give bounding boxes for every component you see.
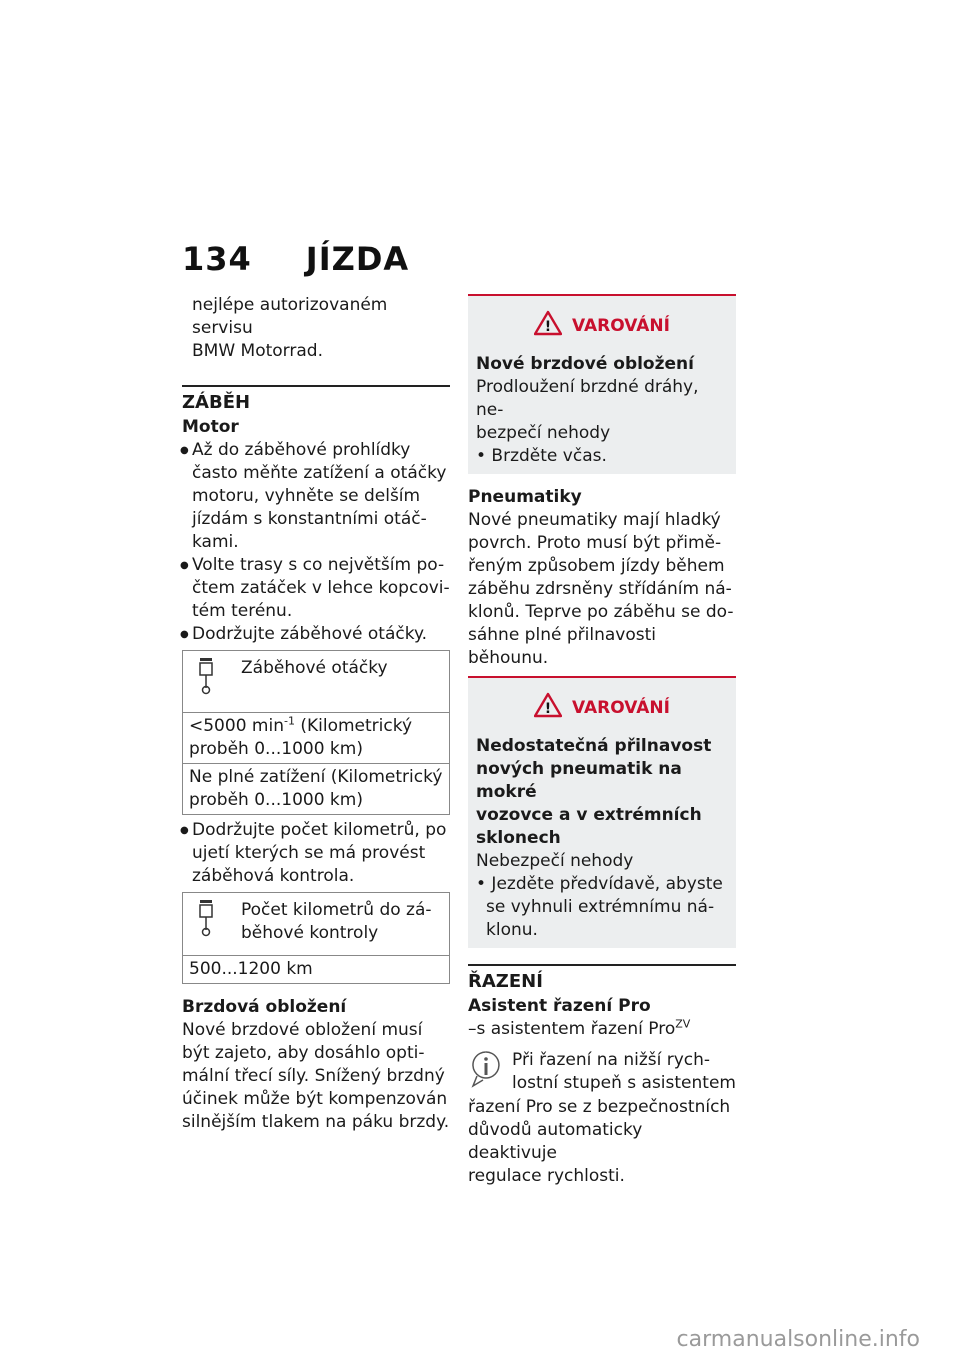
info-note <box>468 1049 736 1096</box>
left-column <box>182 294 450 1134</box>
subhead-assist: Asistent řazení Pro <box>468 996 651 1016</box>
warning-title: Nové brzdové obložení <box>476 354 694 374</box>
warning-icon <box>534 310 562 343</box>
warning-icon <box>534 692 562 725</box>
warning-box-brake <box>468 294 736 474</box>
piston-icon <box>197 657 233 702</box>
paragraph-line: řeným způsobem jízdy během <box>468 556 725 576</box>
paragraph-line: klonů. Teprve po záběhu se do- <box>468 602 734 622</box>
intro-line: BMW Motorrad. <box>192 341 323 361</box>
paragraph-line: Nové pneumatiky mají hladký <box>468 510 721 530</box>
spec-title: Počet kilometrů do zá- běhové kontroly <box>241 900 432 943</box>
piston-icon <box>197 899 233 944</box>
paragraph-line: záběhu zdrsněny střídáním ná- <box>468 579 732 599</box>
spec-box-rpm <box>182 650 450 815</box>
svg-text:!: ! <box>544 701 552 717</box>
spec-title: Záběhové otáčky <box>241 658 388 678</box>
spec-row: 500...1200 km <box>189 959 313 979</box>
note-line: důvodů automaticky deaktivuje <box>468 1120 643 1163</box>
spec-row: Ne plné zatížení (Kilometrický proběh 0...1000 km) <box>189 767 443 810</box>
spec-box-km <box>182 892 450 984</box>
warning-line: Prodloužení brzdné dráhy, ne- <box>476 377 699 420</box>
paragraph-line: Nové brzdové obložení musí <box>182 1020 423 1040</box>
subhead-brake: Brzdová obložení <box>182 997 347 1017</box>
list-item: ● Dodržujte záběhové otáčky. <box>182 623 450 646</box>
svg-text:!: ! <box>544 319 552 335</box>
paragraph-line: povrch. Proto musí být přimě- <box>468 533 722 553</box>
paragraph-line: silnějším tlakem na páku brzdy. <box>182 1112 450 1132</box>
paragraph-line: být zajeto, aby dosáhlo opti- <box>182 1043 425 1063</box>
assist-line: –s asistentem řazení Pro$^{ZV}$ <box>468 1017 691 1039</box>
warning-line: • Brzděte včas. <box>476 446 607 466</box>
warning-line: • Jezděte předvídavě, abyste <box>476 874 723 894</box>
note-line: řazení Pro se z bezpečnostních <box>468 1097 731 1117</box>
section-title-zabeh: ZÁBĚH <box>182 385 450 414</box>
note-line: lostní stupeň s asistentem <box>512 1073 736 1093</box>
spec-row: <5000 $\min^{-1}$ (Kilometrický proběh 0...1000 km) <box>183 713 449 764</box>
list-item: ● Dodržujte počet kilometrů, po ujetí kterých se má provést záběhová kontrola. <box>182 819 450 888</box>
warning-line: bezpečí nehody <box>476 423 611 443</box>
watermark: carmanualsonline.info <box>676 1327 920 1352</box>
bullet-list <box>182 819 450 888</box>
list-item: ● Volte trasy s co největším po- čtem zatáček v lehce kopcovi- tém terénu. <box>182 554 450 623</box>
warning-line: klonu. <box>486 920 538 940</box>
warning-box-tyres <box>468 676 736 948</box>
page-number: 134 <box>182 240 252 278</box>
paragraph-line: sáhne plné přilnavosti běhounu. <box>468 625 656 668</box>
right-column <box>468 294 736 1188</box>
warning-title: Nedostatečná přilnavost nových pneumatik na mokré vozovce a v extrémních sklonech <box>476 736 712 848</box>
subhead-tyres: Pneumatiky <box>468 487 582 507</box>
warning-line: se vyhnuli extrémnímu ná- <box>486 897 715 917</box>
subhead-motor: Motor <box>182 417 239 437</box>
note-line: Při řazení na nižší rych- <box>512 1050 711 1070</box>
info-icon <box>468 1049 508 1096</box>
warning-label: VAROVÁNÍ <box>572 316 670 336</box>
bullet-list <box>182 439 450 646</box>
section-title-razeni: ŘAZENÍ <box>468 964 736 993</box>
chapter-title: JÍZDA <box>305 240 410 278</box>
warning-line: Nebezpečí nehody <box>476 851 634 871</box>
page-header <box>182 240 409 278</box>
paragraph-line: účinek může být kompenzován <box>182 1089 448 1109</box>
list-item: ● Až do záběhové prohlídky často měňte zatížení a otáčky motoru, vyhněte se delším jízdám s konstantními otáč- kami. <box>182 439 450 554</box>
paragraph-line: mální třecí síly. Snížený brzdný <box>182 1066 445 1086</box>
note-line: regulace rychlosti. <box>468 1166 625 1186</box>
intro-line: nejlépe autorizovaném servisu <box>192 295 388 338</box>
warning-label: VAROVÁNÍ <box>572 698 670 718</box>
